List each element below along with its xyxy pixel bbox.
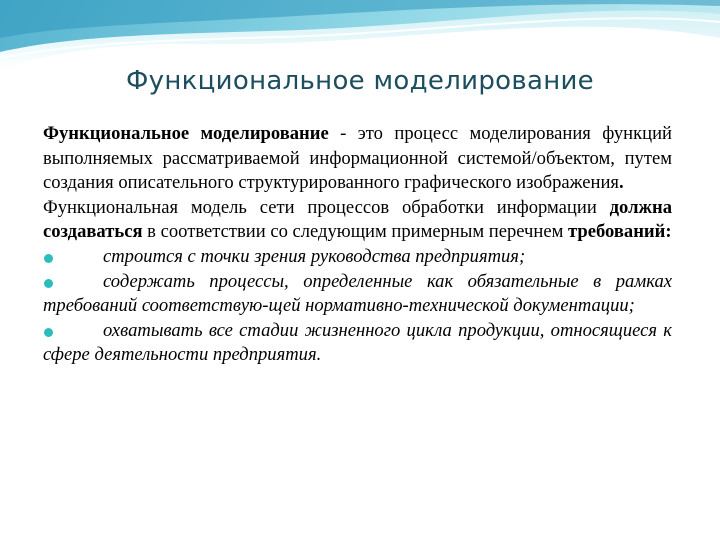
requirements-intro-bold-1: должна создаваться bbox=[43, 196, 672, 243]
definition-text: - это процесс моделирования функций выполняемых рассматриваемой информационной системой/объектом, путем создания описательного структурированного графического изображения bbox=[43, 123, 672, 194]
definition-paragraph bbox=[43, 122, 672, 196]
list-item-text: строится с точки зрения руководства предприятия; bbox=[103, 245, 526, 267]
slide-body bbox=[43, 122, 672, 368]
header-wave-decoration bbox=[0, 0, 720, 130]
list-item-text: содержать процессы, определенные как обязательные в рамках требований соответствую-щей нормативно-технической документации; bbox=[43, 270, 672, 317]
list-item bbox=[43, 270, 672, 319]
requirements-intro-text-2: в соответствии со следующим примерным перечнем bbox=[142, 221, 569, 243]
list-item bbox=[43, 319, 672, 368]
bullet-dot-icon bbox=[44, 279, 53, 288]
requirements-intro-bold-2: требований: bbox=[568, 221, 672, 243]
definition-period: . bbox=[618, 172, 624, 194]
bullet-dot-icon bbox=[44, 254, 53, 263]
requirements-intro-text-1: Функциональная модель сети процессов обработки информации bbox=[43, 196, 610, 218]
slide-title: Функциональное моделирование bbox=[126, 66, 594, 96]
list-item-text: охватывать все стадии жизненного цикла продукции, относящиеся к сфере деятельности предприятия. bbox=[43, 319, 672, 366]
list-item bbox=[43, 245, 672, 270]
bullet-dot-icon bbox=[44, 328, 53, 337]
definition-term: Функциональное моделирование bbox=[43, 123, 329, 144]
requirements-intro-paragraph bbox=[43, 196, 672, 245]
